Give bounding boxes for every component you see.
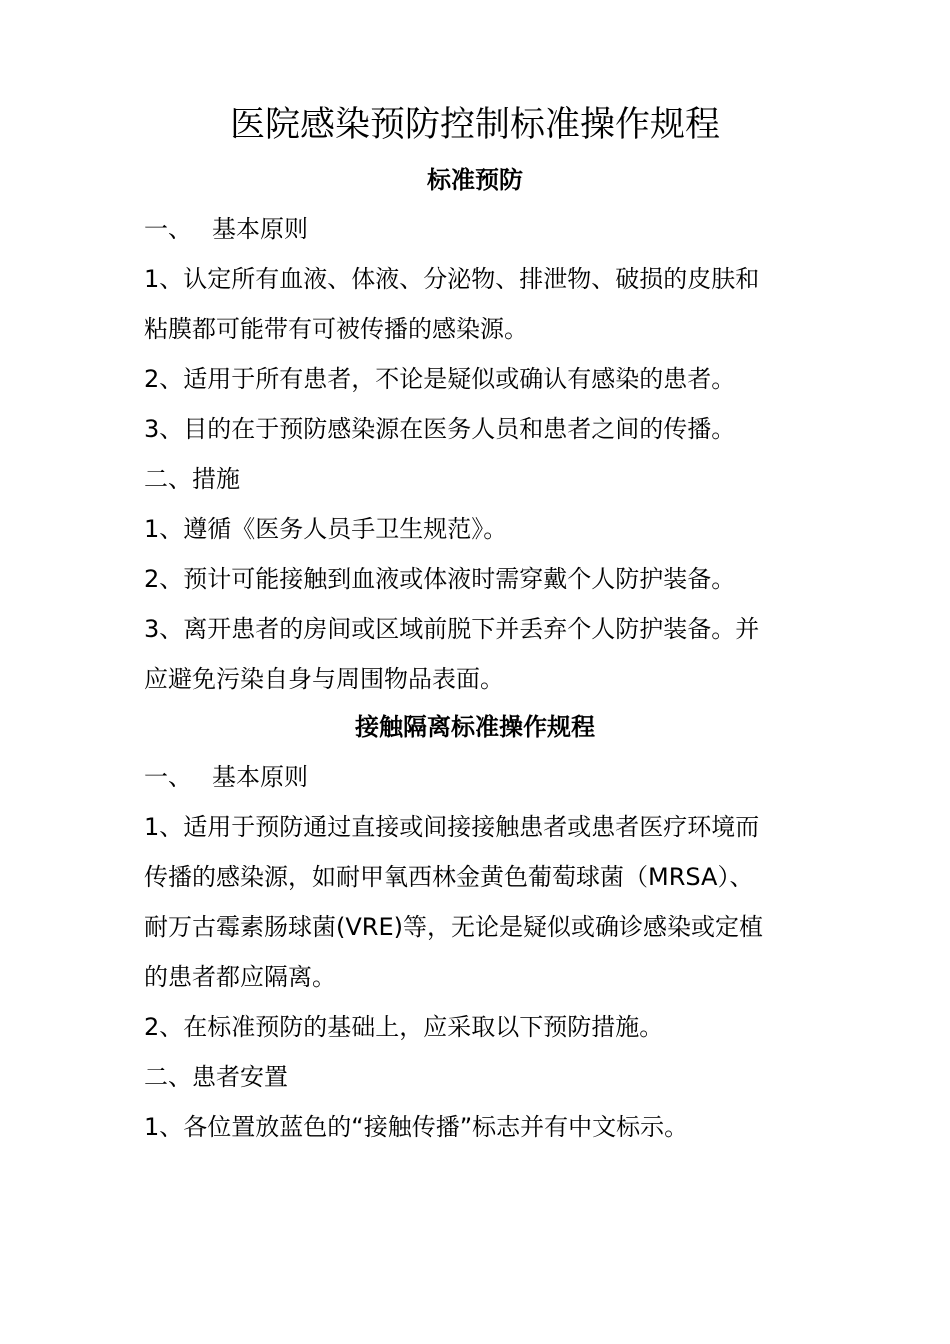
section1-part1-heading (144, 211, 814, 247)
section1-part1-number: 一、 (144, 215, 192, 243)
section2-item2: 2、在标准预防的基础上，应采取以下预防措施。 (144, 1013, 664, 1041)
document-title: 医院感染预防控制标准操作规程 (229, 105, 720, 145)
section1-measure3-line2: 应避免污染自身与周围物品表面。 (144, 665, 504, 693)
section1-measure3-line1: 3、离开患者的房间或区域前脱下并丢弃个人防护装备。并 (144, 615, 760, 643)
section2-part1-number: 一、 (144, 763, 192, 791)
section2-item1-line3: 耐万古霉素肠球菌(VRE)等，无论是疑似或确诊感染或定植 (144, 913, 763, 941)
section-heading-contact-isolation: 接触隔离标准操作规程 (355, 713, 595, 741)
section1-measure1: 1、遵循《医务人员手卫生规范》。 (144, 515, 508, 543)
section2-part1-heading (144, 759, 814, 795)
section1-part2-heading: 二、措施 (144, 465, 240, 493)
section1-item1-line1: 1、认定所有血液、体液、分泌物、排泄物、破损的皮肤和 (144, 265, 760, 293)
section2-part1-title: 基本原则 (212, 763, 308, 791)
section1-item2: 2、适用于所有患者，不论是疑似或确认有感染的患者。 (144, 365, 736, 393)
section2-item1-line1: 1、适用于预防通过直接或间接接触患者或患者医疗环境而 (144, 813, 760, 841)
section1-part1-title: 基本原则 (212, 215, 308, 243)
section1-item1-line2: 粘膜都可能带有可被传播的感染源。 (144, 315, 528, 343)
section2-item1-line4: 的患者都应隔离。 (144, 963, 336, 991)
section-heading-standard-precautions: 标准预防 (427, 166, 523, 194)
section2-part2-heading: 二、患者安置 (144, 1063, 288, 1091)
section2-item1-line2: 传播的感染源，如耐甲氧西林金黄色葡萄球菌（MRSA）、 (144, 863, 754, 891)
section1-measure2: 2、预计可能接触到血液或体液时需穿戴个人防护装备。 (144, 565, 736, 593)
section2-placement1: 1、各位置放蓝色的“接触传播”标志并有中文标示。 (144, 1113, 689, 1141)
section1-item3: 3、目的在于预防感染源在医务人员和患者之间的传播。 (144, 415, 736, 443)
